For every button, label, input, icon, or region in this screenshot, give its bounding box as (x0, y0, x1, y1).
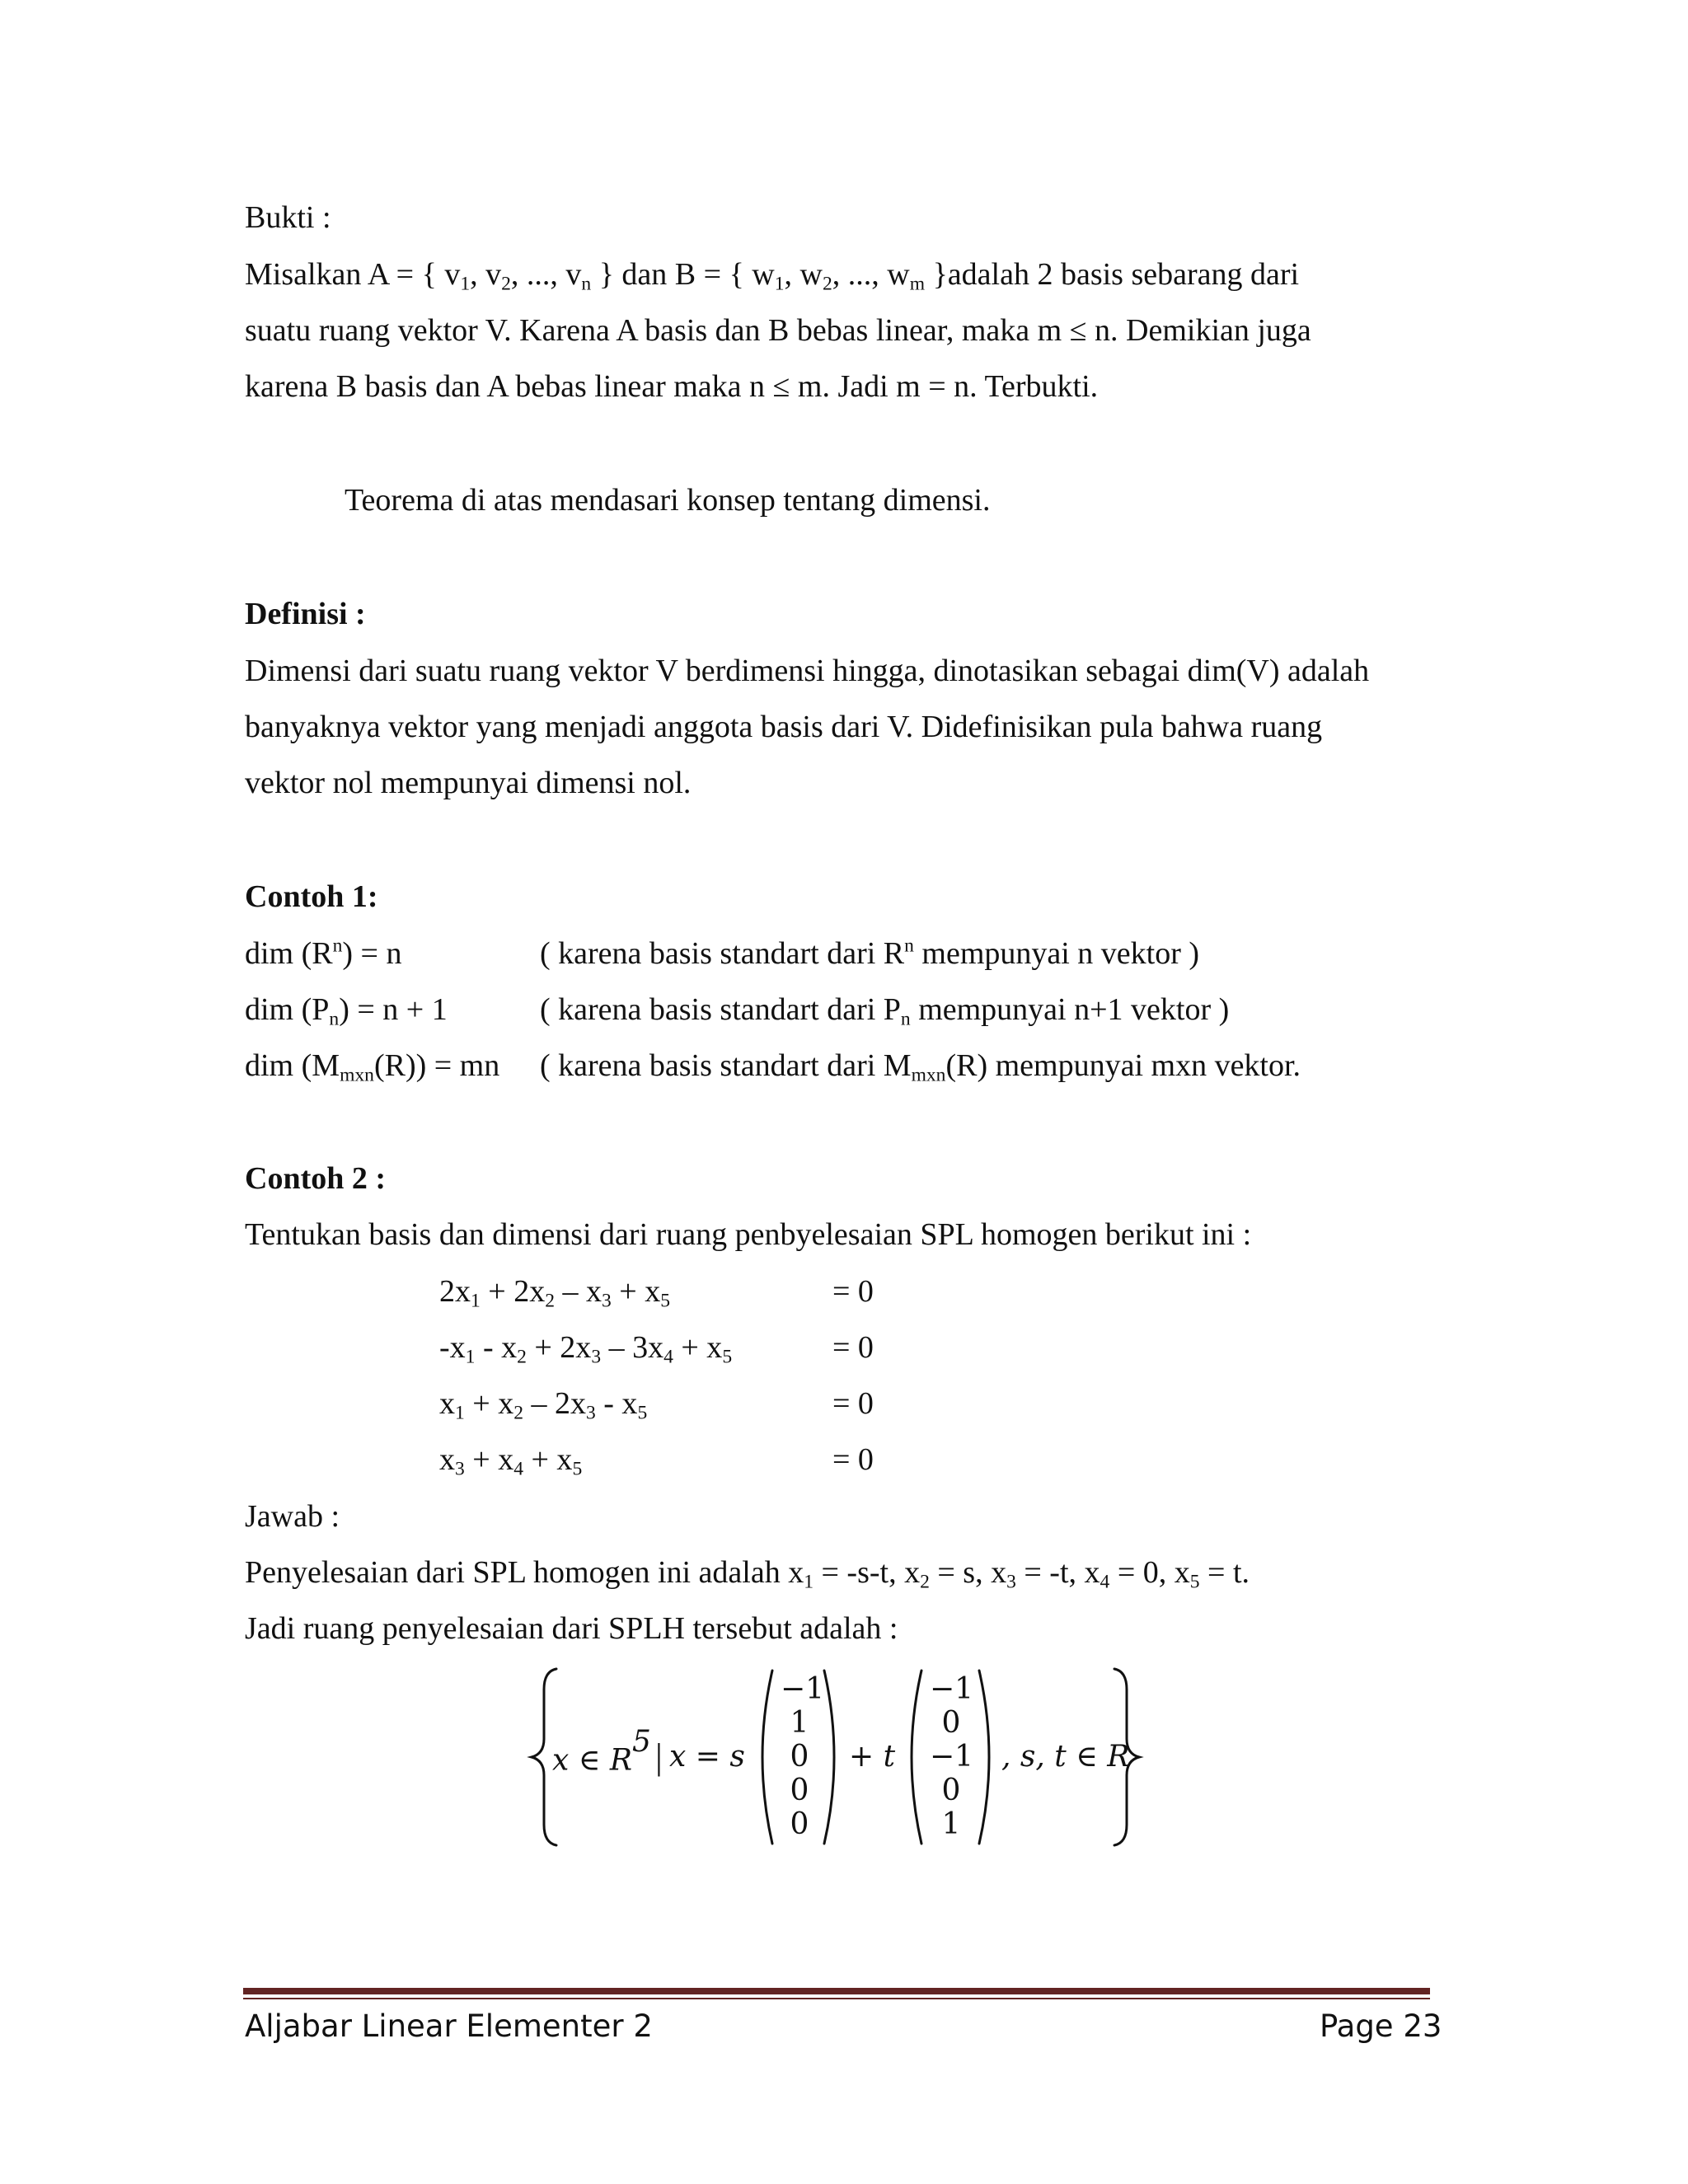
jawab-label: Jawab : (245, 1499, 340, 1534)
contoh1-row1-rhs: ( karena basis standart dari $R^n$ mempunyai n vektor ) (540, 935, 1200, 971)
bukti-line-1: Misalkan A = { $v_1$, $v_2$, ..., $v_n$ } dan B = { $w_1$, $w_2$, ..., $w_m$ }adalah 2 basis sebarang dari (245, 257, 1300, 295)
vector-s-entry: 0 (790, 1774, 809, 1807)
solution-line: Penyelesaian dari SPL homogen ini adalah $x_1 = -s-t$, $x_2 = s$, $x_3 = -t$, $x_4 = 0$, $x_5 = t$. (245, 1555, 1250, 1593)
equation-2-rhs: = 0 (832, 1330, 874, 1365)
equation-4-rhs: = 0 (832, 1442, 874, 1477)
vector-t-entry: 0 (941, 1774, 961, 1807)
page-number: Page 23 (1320, 2008, 1442, 2044)
bukti-line-2: suatu ruang vektor V. Karena A basis dan B bebas linear, maka m ≤ n. Demikian juga (245, 313, 1311, 348)
definisi-title: Definisi : (245, 597, 366, 631)
teorema-line: Teorema di atas mendasari konsep tentang dimensi. (345, 483, 991, 518)
set-bar: | (655, 1736, 663, 1777)
contoh1-row1-lhs: dim $(R^n) = n$ (245, 935, 402, 971)
contoh1-title: Contoh 1: (245, 879, 378, 914)
footer-rule-thick (243, 1988, 1430, 1994)
vector-s-entry: −1 (781, 1672, 825, 1706)
equation-1: $2x_1 + 2x_2 - x_3 + x_5$ (439, 1274, 670, 1312)
jadi-line: Jadi ruang penyelesaian dari SPLH tersebut adalah : (245, 1611, 898, 1646)
contoh2-intro: Tentukan basis dan dimensi dari ruang penbyelesaian SPL homogen berikut ini : (245, 1217, 1252, 1252)
bukti-line-3: karena B basis dan A bebas linear maka n ≤ m. Jadi m = n. Terbukti. (245, 369, 1099, 404)
contoh1-row2-lhs: dim $(P_n) = n + 1$ (245, 992, 448, 1030)
contoh1-row3-rhs: ( karena basis standart dari $M_{mxn}(R)$ mempunyai mxn vektor. (540, 1048, 1301, 1086)
contoh2-title: Contoh 2 : (245, 1161, 387, 1196)
contoh1-row3-lhs: dim $(M_{mxn}(R))$ = mn (245, 1048, 500, 1086)
set-plus: + t (849, 1740, 896, 1774)
vector-t-entry: 1 (941, 1807, 961, 1841)
equation-3: $x_1 + x_2 - 2x_3 - x_5$ (439, 1386, 648, 1424)
footer-rule-thin (243, 1998, 1430, 1999)
definisi-line-3: vektor nol mempunyai dimensi nol. (245, 766, 692, 800)
equation-3-rhs: = 0 (832, 1386, 874, 1421)
equation-2: $-x_1 - x_2 + 2x_3 - 3x_4 + x_5$ (439, 1330, 733, 1368)
definisi-line-1: Dimensi dari suatu ruang vektor V berdimensi hingga, dinotasikan sebagai dim(V) adalah (245, 654, 1370, 688)
set-tail: , s, t ∈ R (1001, 1740, 1130, 1774)
vector-t-entry: 0 (941, 1706, 961, 1740)
contoh1-row2-rhs: ( karena basis standart dari $P_n$ mempunyai n+1 vektor ) (540, 992, 1230, 1030)
vector-t-entry: −1 (930, 1672, 974, 1706)
vector-s-entry: 0 (790, 1740, 809, 1774)
equation-1-rhs: = 0 (832, 1274, 874, 1309)
set-mid: x = s (669, 1740, 745, 1774)
definisi-line-2: banyaknya vektor yang menjadi anggota basis dari V. Didefinisikan pula bahwa ruang (245, 710, 1323, 744)
equation-4: $x_3 + x_4 + x_5$ (439, 1442, 583, 1480)
footer-title: Aljabar Linear Elementer 2 (245, 2008, 653, 2044)
vector-s-entry: 0 (790, 1807, 809, 1841)
vector-t-entry: −1 (930, 1740, 974, 1774)
bukti-title: Bukti : (245, 200, 331, 235)
set-lead: x ∈ $R^5$ (552, 1725, 651, 1778)
vector-s-entry: 1 (790, 1706, 809, 1740)
